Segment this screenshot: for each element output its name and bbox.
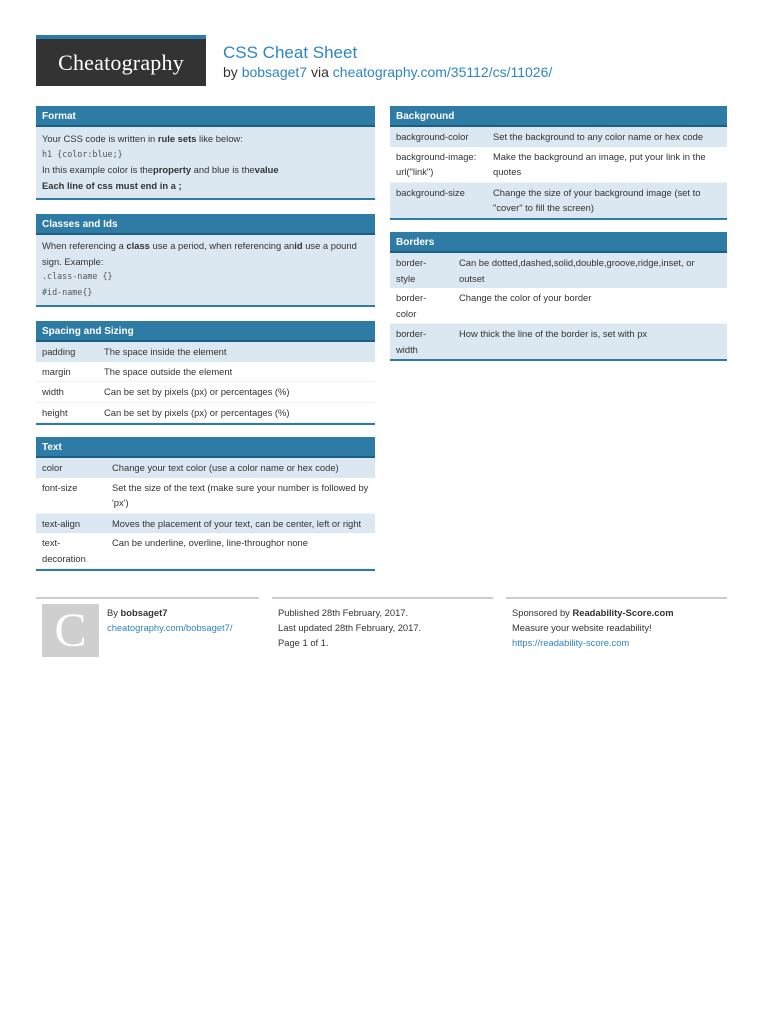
table-row <box>390 183 727 218</box>
row-value: Make the background an image, put your link in the quotes <box>493 150 706 177</box>
row-key: background-color <box>396 131 469 142</box>
page-title: CSS Cheat Sheet <box>223 43 358 62</box>
classes-code-1: .class-name {} <box>42 271 113 281</box>
bold-span: value <box>254 164 279 175</box>
row-key: border-width <box>396 328 427 355</box>
sheet-url-link[interactable]: cheatography.com/35112/cs/11026/ <box>332 64 553 80</box>
format-body <box>36 127 375 198</box>
page-count: Page 1 of 1. <box>278 637 329 648</box>
updated-date: Last updated 28th February, 2017. <box>278 622 422 633</box>
bold-span: class <box>126 240 150 251</box>
format-line-1 <box>42 131 369 147</box>
row-key: margin <box>42 365 71 377</box>
row-value: Can be set by pixels (px) or percentages (%) <box>104 386 290 397</box>
spacing-body <box>36 342 375 423</box>
format-code: h1 {color:blue;} <box>42 148 123 159</box>
footer-divider <box>272 597 493 599</box>
row-value: How thick the line of the border is, set with px <box>459 328 648 339</box>
table-row <box>390 288 727 324</box>
row-key: height <box>42 406 68 418</box>
text-span: like below: <box>196 133 243 144</box>
row-value: Can be set by pixels (px) or percentages (%) <box>104 406 290 418</box>
row-key: text-decoration <box>42 537 86 564</box>
text-span: When referencing a <box>42 240 127 251</box>
text-body <box>36 458 375 569</box>
table-row <box>36 362 375 383</box>
footer-by-line <box>107 605 259 620</box>
row-value: Change your text color (use a color name or hex code) <box>112 462 339 473</box>
text-span: and blue is the <box>191 164 255 175</box>
classes-heading: Classes and Ids <box>36 214 375 235</box>
footer-sponsor <box>506 597 727 650</box>
row-value: Change the size of your background image (set to "cover" to fill the screen) <box>493 186 701 213</box>
row-key: background-image: url("link") <box>396 150 477 177</box>
table-row <box>390 147 727 183</box>
borders-heading: Borders <box>390 232 727 253</box>
footer-dates <box>272 597 493 650</box>
text-span: In this example color is the <box>42 164 153 175</box>
table-row <box>36 478 375 514</box>
format-line-4 <box>42 178 369 194</box>
format-line-3 <box>42 162 369 178</box>
text-heading: Text <box>36 437 375 458</box>
by-label: by <box>223 64 238 80</box>
row-key: padding <box>42 346 76 357</box>
background-section <box>390 106 727 220</box>
text-span: use a pound sign. Example: <box>42 240 357 267</box>
via-label: via <box>310 64 329 80</box>
bold-span: rule sets <box>157 133 197 144</box>
cheatography-logo[interactable]: Cheatography <box>36 35 206 86</box>
borders-body <box>390 253 727 359</box>
text-span: Your CSS code is written in <box>42 133 158 144</box>
row-key: color <box>42 462 63 473</box>
table-row <box>36 382 375 403</box>
bold-span: id <box>294 240 303 251</box>
row-key: border-style <box>396 257 427 284</box>
row-key: width <box>42 386 64 397</box>
row-value: Set the background to any color name or hex code <box>493 131 704 142</box>
table-row <box>36 514 375 534</box>
row-key: font-size <box>42 481 78 493</box>
sponsor-line <box>512 605 727 620</box>
spacing-heading: Spacing and Sizing <box>36 321 375 342</box>
borders-section <box>390 232 727 361</box>
bold-span: property <box>153 164 192 175</box>
row-key: border-color <box>396 292 427 319</box>
row-key: text-align <box>42 517 81 529</box>
row-value: The space inside the element <box>104 346 227 357</box>
classes-line-1 <box>42 238 369 269</box>
classes-body <box>36 235 375 305</box>
table-row <box>390 324 727 359</box>
row-value: The space outside the element <box>104 365 233 377</box>
row-key: background-size <box>396 186 465 198</box>
footer-author-name: bobsaget7 <box>120 607 168 618</box>
table-row <box>36 342 375 362</box>
footer-author-link[interactable]: cheatography.com/bobsaget7/ <box>107 622 233 633</box>
row-value: Can be underline, overline, line-throughor none <box>112 537 308 548</box>
row-value: Set the size of the text (make sure your number is followed by 'px') <box>112 481 369 508</box>
footer-author <box>36 597 259 635</box>
table-row <box>390 127 727 147</box>
spacing-section <box>36 321 375 425</box>
bold-span: Each line of css must end in a ; <box>42 179 182 191</box>
author-link[interactable]: bobsaget7 <box>241 64 308 80</box>
author-avatar[interactable]: C <box>42 604 99 657</box>
footer-divider <box>36 597 259 599</box>
row-value: Moves the placement of your text, can be center, left or right <box>112 517 362 529</box>
table-row <box>36 458 375 478</box>
text-span: use a period, when referencing an <box>149 240 295 251</box>
row-value: Change the color of your border <box>459 292 592 303</box>
format-heading: Format <box>36 106 375 127</box>
footer-divider <box>506 597 727 599</box>
table-row <box>390 253 727 288</box>
format-section <box>36 106 375 200</box>
background-heading: Background <box>390 106 727 127</box>
sponsored-label: Sponsored by <box>512 607 573 618</box>
sponsor-name: Readability-Score.com <box>572 607 674 618</box>
sponsor-link[interactable]: https://readability-score.com <box>512 637 630 648</box>
byline <box>223 64 552 80</box>
sponsor-tagline: Measure your website readability! <box>512 622 652 633</box>
published-date: Published 28th February, 2017. <box>278 607 409 618</box>
table-row <box>36 403 375 424</box>
row-value: Can be dotted,dashed,solid,double,groove,ridge,inset, or outset <box>459 257 695 284</box>
background-body <box>390 127 727 218</box>
by-label: By <box>107 607 121 618</box>
classes-code-2: #id-name{} <box>42 286 93 297</box>
classes-section <box>36 214 375 307</box>
table-row <box>36 533 375 569</box>
text-section <box>36 437 375 571</box>
